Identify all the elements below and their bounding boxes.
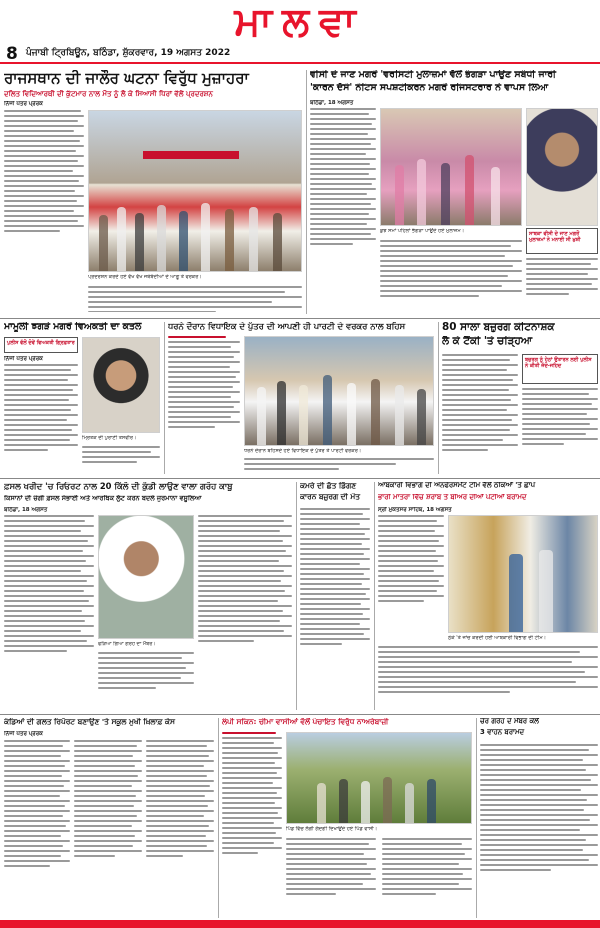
crowd-figure: [277, 381, 286, 445]
aap-protest-body-col-1: [168, 336, 240, 474]
crop-subhead: ਕਿਸਾਨਾਂ ਦੀ ਚੰਗੀ ਫ਼ਸਲ ਸੰਭਾਈ ਅਤੇ ਆਰਥਿਕ ਲੁੱਟ ਕਰਨ ਬਦਲੇ ਜੁਰਮਾਨਾ ਵਸੂਲਿਆ: [4, 495, 202, 502]
dancer-figure: [441, 163, 450, 225]
jalore-body-col-1: [4, 110, 84, 276]
protester-figure: [135, 213, 144, 271]
school-body-col-3: [146, 740, 214, 918]
section-title: ਮਾਲਵਾ: [234, 0, 366, 45]
school-body-col-2: [74, 740, 142, 918]
crowd-figure: [371, 379, 380, 445]
elderly-headline-line-1: 80 ਸਾਲਾ ਬਜ਼ੁਰਗ ਕੀਟਨਾਸ਼ਕ: [442, 322, 555, 333]
excise-byline: ਸ੍ਰੀ ਮੁਕਤਸਰ ਸਾਹਿਬ, 18 ਅਗਸਤ: [378, 507, 452, 513]
murder-byline: ਨਿੱਜੀ ਪੱਤਰ ਪ੍ਰੇਰਕ: [4, 356, 43, 362]
university-side-note: ਸਾਬਕਾ ਵੀਸੀ ਦੇ ਜਾਣ ਮਗਰੋਂ ਮੁਲਾਜ਼ਮਾਂ ਨੇ ਮਨਾਈ ਸੀ ਖ਼ੁਸ਼ੀ: [526, 228, 598, 254]
column-rule: [218, 718, 219, 918]
protester-figure: [117, 207, 126, 271]
crop-photo: [98, 515, 194, 639]
sanitation-body-col-2: [286, 838, 376, 918]
wall-headline-line-2: ਕਾਰਨ ਬਜ਼ੁਰਗ ਦੀ ਮੌਤ: [300, 493, 360, 501]
dancer-figure: [395, 165, 404, 225]
murder-photo: [82, 337, 160, 433]
villager-figure: [339, 779, 348, 823]
sanitation-body-col-3: [382, 838, 472, 918]
school-byline: ਨਿੱਜੀ ਪੱਤਰ ਪ੍ਰੇਰਕ: [4, 731, 43, 737]
dateline: ਪੰਜਾਬੀ ਟ੍ਰਿਬਿਊਨ, ਬਠਿੰਡਾ, ਸ਼ੁੱਕਰਵਾਰ, 19 ਅਗਸਤ 2022: [26, 48, 231, 58]
masthead: [0, 0, 600, 44]
dancer-figure: [417, 159, 426, 225]
protester-figure: [179, 211, 188, 271]
crop-body-col-3: [198, 515, 292, 709]
crowd-figure: [257, 387, 266, 445]
column-rule: [296, 482, 297, 710]
crowd-figure: [417, 389, 426, 445]
university-body-col-2: [380, 240, 522, 314]
dancer-figure: [491, 167, 500, 225]
university-photo-caption: ਕੁਝ ਸਮਾਂ ਪਹਿਲਾਂ ਭੰਗੜਾ ਪਾਉਂਦੇ ਹੋਏ ਮੁਲਾਜ਼ਮ।: [380, 228, 465, 234]
column-rule: [374, 482, 375, 710]
elderly-body-col-2: [522, 388, 598, 474]
crowd-figure: [323, 375, 332, 445]
crowd-figure: [347, 383, 356, 445]
villager-figure: [405, 783, 414, 823]
protester-figure: [225, 209, 234, 271]
sanitation-headline: ਲੰਪੀ ਸਕਿਨ: ਚੀਮਾ ਵਾਸੀਆਂ ਵੱਲੋਂ ਪੰਚਾਇਤ ਵਿਰੁੱਧ ਨਾਅਰੇਬਾਜ਼ੀ: [222, 718, 389, 726]
column-rule: [164, 322, 165, 474]
protester-figure: [201, 203, 210, 271]
wall-headline-line-1: ਕਮਰੇ ਦੀ ਛੱਤ ਡਿੱਗਣ: [300, 482, 357, 490]
murder-subhead: ਪੁਲੀਸ ਵੱਲੋਂ ਦੋਵੇਂ ਵਿਅਕਤੀ ਗ੍ਰਿਫ਼ਤਾਰ: [4, 337, 78, 353]
section-rule: [0, 318, 600, 319]
folio-bar: [0, 44, 600, 64]
aap-protest-body-col-2: [244, 458, 434, 474]
sanitation-photo-caption: ਪਿੰਡ ਵਿੱਚ ਲੱਗੀ ਗੰਦਗੀ ਦਿਖਾਉਂਦੇ ਹੋਏ ਪਿੰਡ ਵਾਸੀ।: [286, 826, 378, 832]
villager-figure: [383, 777, 392, 823]
murder-body-col-1: [4, 364, 78, 474]
villager-figure: [317, 783, 326, 823]
crop-photo-caption: ਫੜਿਆ ਗਿਆ ਗਰੋਹ ਦਾ ਮੈਂਬਰ।: [98, 641, 156, 647]
university-side-photo: [526, 108, 598, 226]
villager-figure: [427, 779, 436, 823]
jalore-photo-caption: ਪ੍ਰਦਰਸ਼ਨ ਕਰਦੇ ਹੋਏ ਵੱਖ ਵੱਖ ਜਥੇਬੰਦੀਆਂ ਦੇ ਆਗੂ ਤੇ ਵਰਕਰ।: [88, 274, 202, 280]
jalore-byline: ਨਿੱਜੀ ਪੱਤਰ ਪ੍ਰੇਰਕ: [4, 101, 43, 107]
jalore-photo: [88, 110, 302, 272]
dancer-figure: [465, 155, 474, 225]
column-rule: [476, 718, 477, 918]
protest-banner: [143, 151, 239, 159]
murder-photo-caption: ਮ੍ਰਿਤਕ ਦੀ ਪੁਰਾਣੀ ਤਸਵੀਰ।: [82, 435, 137, 441]
excise-body-col-2: [378, 646, 598, 710]
theft-headline-line-2: 3 ਵਾਹਨ ਬਰਾਮਦ: [480, 729, 525, 736]
protester-figure: [249, 207, 258, 271]
excise-photo: [448, 515, 598, 633]
school-headline: ਕੰਡਿਆਂ ਦੀ ਗਲਤ ਰਿਪੋਰਟ ਬਣਾਉਣ 'ਤੇ ਸਕੂਲ ਮੁਖੀ ਖ਼ਿਲਾਫ਼ ਕੇਸ: [4, 718, 175, 726]
crowd-figure: [299, 385, 308, 445]
jalore-body-col-2: [88, 286, 302, 312]
elderly-note: ਬਜ਼ੁਰਗ ਨੂੰ ਹੇਠਾਂ ਉਤਾਰਨ ਲਈ ਪੁਲੀਸ ਨੇ ਕੀਤੀ ਜੱਦੋ-ਜਹਿਦ: [522, 354, 598, 384]
wall-body: [300, 508, 370, 710]
protester-figure: [273, 213, 282, 271]
school-body-col-1: [4, 740, 70, 918]
jalore-subhead: ਦਲਿਤ ਵਿਦਿਆਰਥੀ ਦੀ ਕੁੱਟਮਾਰ ਨਾਲ ਮੌਤ ਨੂੰ ਲੈ ਕੇ ਸਿਆਸੀ ਧਿਰਾਂ ਵੱਲੋਂ ਪ੍ਰਦਰਸ਼ਨ: [4, 90, 213, 98]
excise-headline-line-1: ਆਬਕਾਰੀ ਵਿਭਾਗ ਦੀ ਐਨਫੋਰਸਮੈਂਟ ਟੀਮ ਵੱਲੋਂ ਠੇਕਿਆਂ 'ਤੇ ਛਾਪੇ: [378, 482, 536, 489]
officer-figure: [539, 550, 553, 632]
university-headline-line-2: 'ਕਾਰਨ ਦੱਸੋ' ਨੋਟਿਸ ਸਪਸ਼ਟੀਕਰਨ ਮਗਰੋਂ ਰਜਿਸਟਰਾਰ ਨੇ ਵਾਪਸ ਲਿਆ: [310, 83, 548, 93]
murder-headline: ਮਾਮੂਲੀ ਝਗੜੇ ਮਗਰੋਂ ਵਿਅਕਤੀ ਦਾ ਕਤਲ: [4, 322, 142, 332]
university-body-col-3: [526, 258, 598, 314]
officer-figure: [509, 554, 523, 632]
column-rule: [306, 70, 307, 314]
page-number: 8: [6, 44, 18, 64]
crop-body-col-2: [98, 652, 194, 709]
crop-byline: ਬਠਿੰਡਾ, 18 ਅਗਸਤ: [4, 507, 48, 513]
university-headline-line-1: ਵੀਸੀ ਦੇ ਜਾਣ ਮਗਰੋਂ 'ਵਰਸਿਟੀ ਮੁਲਾਜ਼ਮਾਂ ਵੱਲੋਂ ਭੰਗੜਾ ਪਾਉਣ ਸਬੰਧੀ ਜਾਰੀ: [310, 70, 556, 80]
aap-protest-headline: ਧਰਨੇ ਦੌਰਾਨ ਵਿਧਾਇਕ ਦੇ ਪੁੱਤਰ ਦੀ ਆਪਣੀ ਹੀ ਪਾਰਟੀ ਦੇ ਵਰਕਰ ਨਾਲ ਬਹਿਸ: [168, 322, 406, 331]
university-photo: [380, 108, 522, 226]
section-rule: [0, 478, 600, 479]
theft-headline-line-1: ਚੋਰ ਗਰੋਹ ਦੇ ਮੈਂਬਰ ਕੋਲੋਂ: [480, 718, 539, 725]
villager-figure: [361, 781, 370, 823]
excise-headline-line-2: ਭਾਰੀ ਮਾਤਰਾ ਵਿੱਚ ਸ਼ਰਾਬ ਤੇ ਬੀਅਰ ਦੀਆਂ ਪੇਟੀਆਂ ਬਰਾਮਦ: [378, 494, 527, 501]
sanitation-photo: [286, 732, 472, 824]
excise-body-col-1: [378, 515, 444, 635]
protester-figure: [157, 205, 166, 271]
column-rule: [438, 322, 439, 474]
aap-protest-photo: [244, 336, 434, 446]
sanitation-body-col-1: [222, 732, 282, 918]
excise-photo-caption: ਠੇਕੇ 'ਤੇ ਜਾਂਚ ਕਰਦੀ ਹੋਈ ਆਬਕਾਰੀ ਵਿਭਾਗ ਦੀ ਟੀਮ।: [448, 635, 546, 641]
jalore-headline: ਰਾਜਸਥਾਨ ਦੀ ਜਾਲੌਰ ਘਟਨਾ ਵਿਰੁੱਧ ਮੁਜ਼ਾਹਰਾ: [4, 70, 249, 87]
crop-body-col-1: [4, 515, 94, 709]
elderly-body-col-1: [442, 354, 518, 474]
aap-protest-photo-caption: ਧਰਨੇ ਦੌਰਾਨ ਬਹਿਸਦੇ ਹੋਏ ਵਿਧਾਇਕ ਦੇ ਪੁੱਤਰ ਤੇ ਪਾਰਟੀ ਵਰਕਰ।: [244, 448, 362, 454]
protester-figure: [99, 215, 108, 271]
elderly-headline-line-2: ਲੈ ਕੇ ਟੈਂਕੀ 'ਤੇ ਚੜ੍ਹਿਆ: [442, 336, 533, 347]
footer-bar: [0, 920, 600, 928]
crowd-figure: [395, 385, 404, 445]
university-byline: ਬਠਿੰਡਾ, 18 ਅਗਸਤ: [310, 100, 354, 106]
crop-headline: ਫ਼ਸਲ ਖਰੀਦ 'ਚ ਰਿਓਰਟ ਨਾਲ 20 ਕਿੱਲੋ ਦੀ ਕੁੰਡੀ ਲਾਉਣ ਵਾਲਾ ਗਰੋਹ ਕਾਬੂ: [4, 482, 233, 491]
university-body-col-1: [310, 108, 376, 314]
murder-body-col-2: [82, 446, 160, 474]
section-rule: [0, 714, 600, 715]
theft-body: [480, 744, 598, 918]
